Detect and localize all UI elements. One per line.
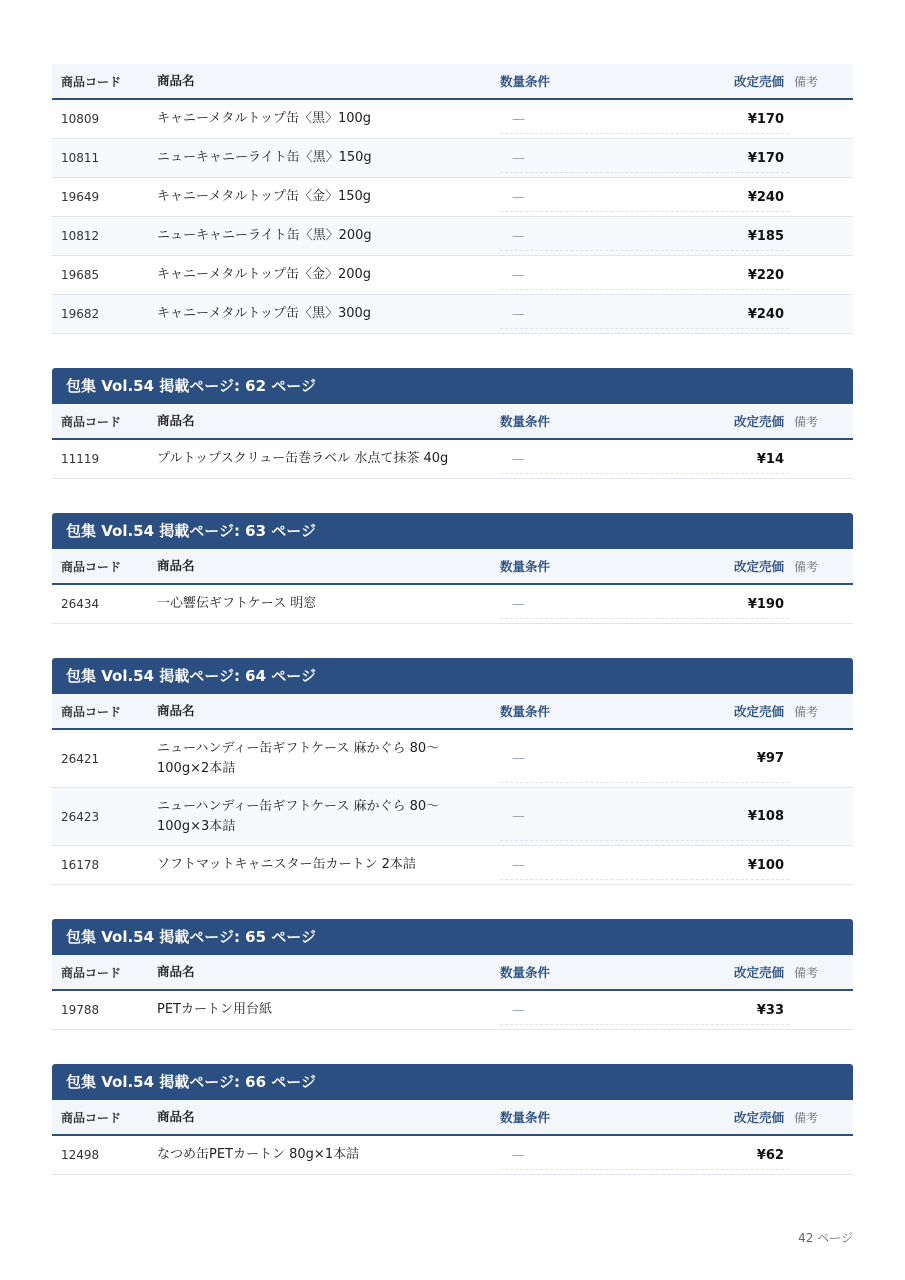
section-title: 包集 Vol.54 掲載ページ: 62 ページ <box>52 368 853 404</box>
quantity-condition: — <box>500 846 789 884</box>
price-list <box>52 64 853 1209</box>
header-qty: 数量条件 <box>500 1110 551 1125</box>
table-row <box>52 139 853 178</box>
quantity-condition: — <box>500 788 789 845</box>
header-name: 商品名 <box>157 413 195 428</box>
table-row <box>52 178 853 217</box>
table-row <box>52 217 853 256</box>
product-code: 10811 <box>61 151 100 165</box>
revised-price: ¥240 <box>747 189 784 205</box>
product-name: 一心響伝ギフトケース 明窓 <box>157 596 317 611</box>
price-section <box>52 64 853 334</box>
product-name: ニューハンディー缶ギフトケース 麻かぐら 80〜100g×2本詰 <box>157 740 440 776</box>
header-price: 改定売価 <box>733 559 784 574</box>
header-note: 備考 <box>794 559 819 574</box>
header-price: 改定売価 <box>733 1110 784 1125</box>
revised-price: ¥240 <box>747 306 784 322</box>
table-header <box>52 404 853 440</box>
page-number: 42 ページ <box>798 1231 853 1245</box>
table-row <box>52 585 853 624</box>
product-name: キャニーメタルトップ缶〈黒〉100g <box>157 111 372 126</box>
product-name: ニューキャニーライト缶〈黒〉150g <box>157 150 372 165</box>
header-name: 商品名 <box>157 1109 195 1124</box>
product-name: ニューキャニーライト缶〈黒〉200g <box>157 228 372 243</box>
table-body <box>52 991 853 1030</box>
table-header <box>52 955 853 991</box>
header-note: 備考 <box>794 74 819 89</box>
product-name: キャニーメタルトップ缶〈金〉150g <box>157 189 372 204</box>
revised-price: ¥33 <box>756 1002 784 1018</box>
product-name: プルトップスクリュー缶巻ラベル 水点て抹茶 40g <box>157 451 449 466</box>
quantity-condition: — <box>500 585 789 623</box>
product-name: キャニーメタルトップ缶〈黒〉300g <box>157 306 372 321</box>
header-qty: 数量条件 <box>500 74 551 89</box>
product-name: キャニーメタルトップ缶〈金〉200g <box>157 267 372 282</box>
quantity-condition: — <box>500 178 789 216</box>
table-body <box>52 440 853 479</box>
table-header <box>52 549 853 585</box>
header-price: 改定売価 <box>733 704 784 719</box>
table-row <box>52 295 853 334</box>
product-name: ソフトマットキャニスター缶カートン 2本詰 <box>157 857 416 872</box>
table-header <box>52 1100 853 1136</box>
header-code: 商品コード <box>61 74 122 89</box>
header-price: 改定売価 <box>733 414 784 429</box>
header-note: 備考 <box>794 1110 819 1125</box>
table-header <box>52 64 853 100</box>
price-section <box>52 1064 853 1175</box>
quantity-condition: — <box>500 256 789 294</box>
product-code: 16178 <box>61 858 100 872</box>
header-name: 商品名 <box>157 558 195 573</box>
table-body <box>52 1136 853 1175</box>
product-name: PETカートン用台紙 <box>157 1002 272 1017</box>
table-header <box>52 694 853 730</box>
revised-price: ¥185 <box>747 228 784 244</box>
price-section <box>52 368 853 479</box>
table-row <box>52 100 853 139</box>
table-row <box>52 846 853 885</box>
table-row <box>52 991 853 1030</box>
price-section <box>52 658 853 885</box>
revised-price: ¥62 <box>756 1147 784 1163</box>
header-name: 商品名 <box>157 964 195 979</box>
table-body <box>52 585 853 624</box>
product-name: ニューハンディー缶ギフトケース 麻かぐら 80〜100g×3本詰 <box>157 798 440 834</box>
revised-price: ¥170 <box>747 111 784 127</box>
product-code: 26434 <box>61 597 100 611</box>
quantity-condition: — <box>500 100 789 138</box>
header-note: 備考 <box>794 704 819 719</box>
revised-price: ¥170 <box>747 150 784 166</box>
revised-price: ¥220 <box>747 267 784 283</box>
header-name: 商品名 <box>157 703 195 718</box>
header-qty: 数量条件 <box>500 704 551 719</box>
product-code: 11119 <box>61 452 100 466</box>
revised-price: ¥97 <box>756 751 784 766</box>
header-qty: 数量条件 <box>500 414 551 429</box>
quantity-condition: — <box>500 295 789 333</box>
table-row <box>52 1136 853 1175</box>
quantity-condition: — <box>500 1136 789 1174</box>
revised-price: ¥100 <box>747 857 784 873</box>
quantity-condition: — <box>500 730 789 787</box>
section-title: 包集 Vol.54 掲載ページ: 66 ページ <box>52 1064 853 1100</box>
quantity-condition: — <box>500 217 789 255</box>
product-code: 10812 <box>61 229 100 243</box>
header-price: 改定売価 <box>733 965 784 980</box>
table-row <box>52 730 853 788</box>
quantity-condition: — <box>500 139 789 177</box>
header-code: 商品コード <box>61 965 122 980</box>
header-code: 商品コード <box>61 414 122 429</box>
quantity-condition: — <box>500 991 789 1029</box>
table-row <box>52 788 853 846</box>
header-code: 商品コード <box>61 704 122 719</box>
product-code: 10809 <box>61 112 100 126</box>
price-section <box>52 919 853 1030</box>
header-note: 備考 <box>794 965 819 980</box>
product-code: 26423 <box>61 809 100 824</box>
header-name: 商品名 <box>157 73 195 88</box>
section-title: 包集 Vol.54 掲載ページ: 65 ページ <box>52 919 853 955</box>
header-note: 備考 <box>794 414 819 429</box>
product-code: 19649 <box>61 190 100 204</box>
price-section <box>52 513 853 624</box>
table-row <box>52 440 853 479</box>
table-body <box>52 730 853 885</box>
product-code: 19682 <box>61 307 100 321</box>
table-row <box>52 256 853 295</box>
table-body <box>52 100 853 334</box>
header-qty: 数量条件 <box>500 559 551 574</box>
product-code: 19685 <box>61 268 100 282</box>
product-name: なつめ缶PETカートン 80g×1本詰 <box>157 1147 360 1162</box>
header-code: 商品コード <box>61 559 122 574</box>
revised-price: ¥14 <box>756 451 784 467</box>
product-code: 19788 <box>61 1003 100 1017</box>
product-code: 12498 <box>61 1148 100 1162</box>
quantity-condition: — <box>500 440 789 478</box>
section-title: 包集 Vol.54 掲載ページ: 64 ページ <box>52 658 853 694</box>
header-qty: 数量条件 <box>500 965 551 980</box>
revised-price: ¥190 <box>747 596 784 612</box>
revised-price: ¥108 <box>747 809 784 824</box>
header-code: 商品コード <box>61 1110 122 1125</box>
header-price: 改定売価 <box>733 74 784 89</box>
product-code: 26421 <box>61 751 100 766</box>
section-title: 包集 Vol.54 掲載ページ: 63 ページ <box>52 513 853 549</box>
